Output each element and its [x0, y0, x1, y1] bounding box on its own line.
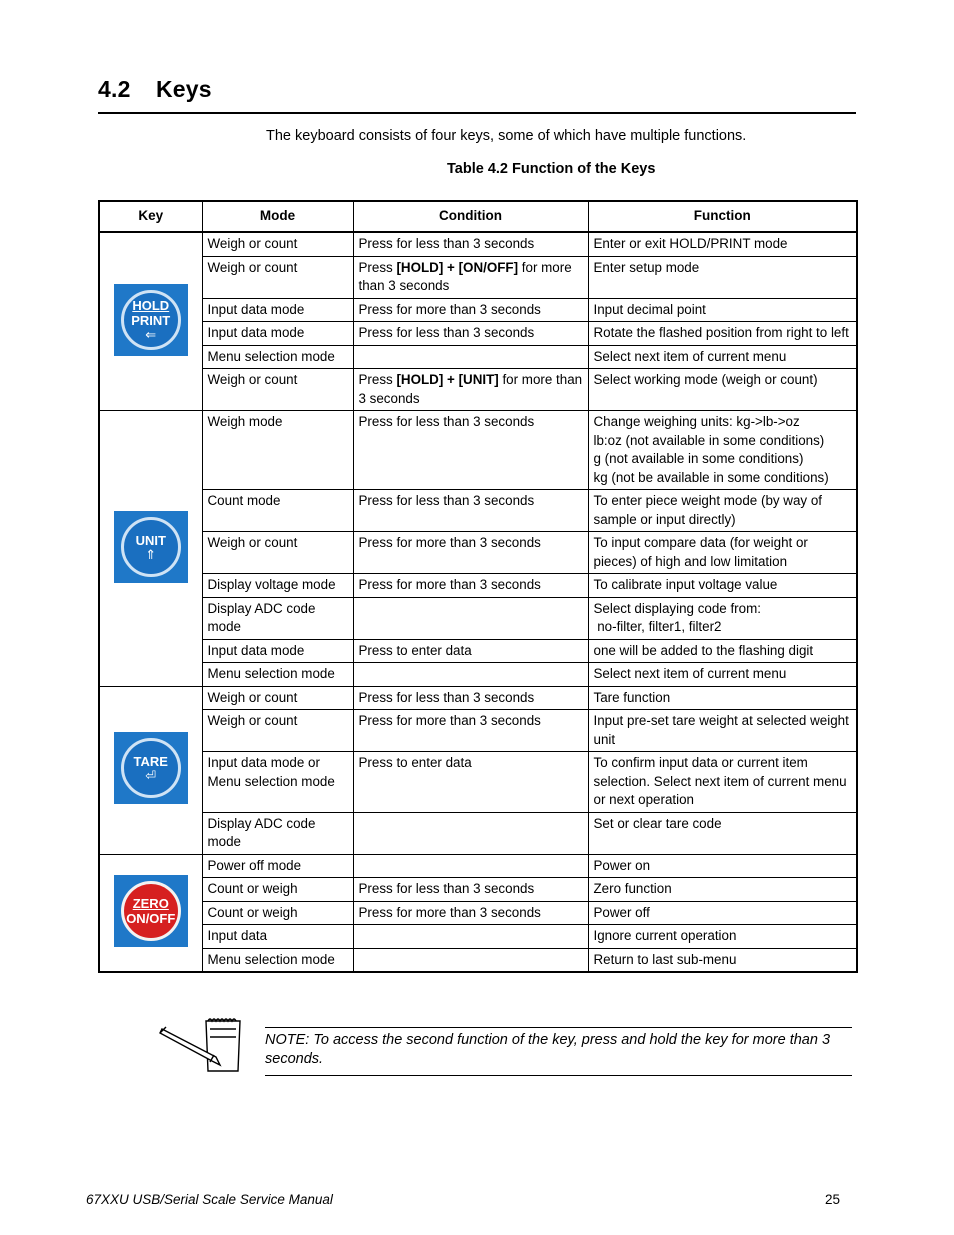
- condition-cell: Press for less than 3 seconds: [353, 322, 588, 346]
- condition-cell: Press for more than 3 seconds: [353, 298, 588, 322]
- table-row: [99, 345, 857, 369]
- table-row: [99, 597, 857, 639]
- zero-onoff-key-icon: [114, 875, 188, 947]
- function-cell: Enter or exit HOLD/PRINT mode: [588, 232, 857, 256]
- function-line: g (not available in some conditions): [593, 451, 804, 466]
- mode-cell: Weigh or count: [202, 232, 353, 256]
- mode-cell: Input data mode or Menu selection mode: [202, 752, 353, 813]
- section-title: Keys: [156, 76, 212, 102]
- condition-cell: Press to enter data: [353, 752, 588, 813]
- header-mode: Mode: [202, 201, 353, 232]
- function-cell: [588, 411, 857, 490]
- keys-table: [98, 200, 858, 973]
- function-cell: Enter setup mode: [588, 256, 857, 298]
- mode-cell: Display ADC code mode: [202, 597, 353, 639]
- function-cell: Input decimal point: [588, 298, 857, 322]
- condition-cell: Press for more than 3 seconds: [353, 532, 588, 574]
- condition-cell: [353, 854, 588, 878]
- condition-cell: Press for less than 3 seconds: [353, 232, 588, 256]
- note-text: NOTE: To access the second function of the key, press and hold the key for more than 3 seconds.: [265, 1032, 831, 1067]
- condition-cell: [353, 948, 588, 972]
- mode-cell: Weigh or count: [202, 369, 353, 411]
- table-row: [99, 232, 857, 256]
- function-cell: Select next item of current menu: [588, 345, 857, 369]
- mode-cell: Menu selection mode: [202, 345, 353, 369]
- condition-cell: Press for more than 3 seconds: [353, 901, 588, 925]
- condition-text: Press: [358, 259, 397, 275]
- function-cell: one will be added to the flashing digit: [588, 639, 857, 663]
- function-line: Change weighing units: kg->lb->oz: [593, 414, 800, 429]
- intro-paragraph: The keyboard consists of four keys, some of which have multiple functions.: [266, 128, 747, 144]
- table-row: [99, 854, 857, 878]
- mode-cell: Display voltage mode: [202, 574, 353, 598]
- condition-cell: Press for more than 3 seconds: [353, 710, 588, 752]
- function-line: lb:oz (not available in some conditions): [593, 432, 825, 448]
- mode-cell: Display ADC code mode: [202, 812, 353, 854]
- table-row: [99, 574, 857, 598]
- key-button-face: [121, 290, 181, 350]
- footer-page-number: 25: [825, 1192, 841, 1207]
- function-cell: Ignore current operation: [588, 925, 857, 949]
- function-cell: Power off: [588, 901, 857, 925]
- key-cell: [99, 411, 202, 687]
- condition-cell: [353, 369, 588, 411]
- condition-cell: Press for less than 3 seconds: [353, 878, 588, 902]
- condition-text: for more than 3 seconds: [358, 372, 583, 406]
- unit-key-icon: [114, 511, 188, 583]
- function-cell: Select working mode (weigh or count): [588, 369, 857, 411]
- function-cell: To calibrate input voltage value: [588, 574, 857, 598]
- function-cell: [588, 597, 857, 639]
- function-cell: Return to last sub-menu: [588, 948, 857, 972]
- hold-print-key-icon: [114, 284, 188, 356]
- mode-cell: Input data mode: [202, 322, 353, 346]
- key-arrow-icon: ⇐: [145, 327, 157, 343]
- table-row: [99, 878, 857, 902]
- mode-cell: Weigh or count: [202, 686, 353, 710]
- tare-key-icon: [114, 732, 188, 804]
- key-button-face: [121, 517, 181, 577]
- mode-cell: Weigh or count: [202, 710, 353, 752]
- section-heading: [98, 76, 212, 103]
- condition-cell: [353, 256, 588, 298]
- condition-cell: Press to enter data: [353, 639, 588, 663]
- key-label: ON/OFF: [126, 911, 176, 926]
- mode-cell: Input data mode: [202, 298, 353, 322]
- condition-cell: Press for more than 3 seconds: [353, 574, 588, 598]
- table-row: [99, 752, 857, 813]
- header-condition: Condition: [353, 201, 588, 232]
- condition-cell: [353, 663, 588, 687]
- table-row: [99, 686, 857, 710]
- key-label: PRINT: [131, 313, 171, 329]
- mode-cell: Weigh or count: [202, 256, 353, 298]
- mode-cell: Count mode: [202, 490, 353, 532]
- section-number: 4.2: [98, 76, 131, 102]
- table-row: [99, 298, 857, 322]
- function-cell: Power on: [588, 854, 857, 878]
- function-cell: Set or clear tare code: [588, 812, 857, 854]
- mode-cell: Input data: [202, 925, 353, 949]
- table-row: [99, 256, 857, 298]
- condition-cell: [353, 812, 588, 854]
- table-header-row: [99, 201, 857, 232]
- function-cell: To confirm input data or current item selection. Select next item of current menu or next operation: [588, 752, 857, 813]
- table-row: [99, 948, 857, 972]
- table-row: [99, 710, 857, 752]
- mode-cell: Power off mode: [202, 854, 353, 878]
- key-cell: [99, 686, 202, 854]
- note-rule-bottom: [265, 1075, 852, 1076]
- function-line: Select displaying code from:: [593, 600, 761, 616]
- key-button-face: [121, 881, 181, 941]
- function-line: kg (not be available in some conditions): [593, 469, 829, 485]
- function-cell: Tare function: [588, 686, 857, 710]
- function-cell: Rotate the flashed position from right to left: [588, 322, 857, 346]
- table-row: [99, 663, 857, 687]
- key-label: HOLD: [132, 298, 170, 314]
- key-label: ZERO: [132, 896, 169, 911]
- function-cell: To input compare data (for weight or pieces) of high and low limitation: [588, 532, 857, 574]
- mode-cell: Input data mode: [202, 639, 353, 663]
- key-cell: [99, 854, 202, 972]
- table-row: [99, 925, 857, 949]
- header-key: Key: [99, 201, 202, 232]
- footer-manual-title: 67XXU USB/Serial Scale Service Manual: [86, 1192, 333, 1207]
- condition-text: for more than 3 seconds: [358, 259, 572, 293]
- function-cell: Select next item of current menu: [588, 663, 857, 687]
- condition-cell: Press for less than 3 seconds: [353, 490, 588, 532]
- condition-cell: [353, 597, 588, 639]
- key-arrow-icon: ⏎: [145, 768, 157, 784]
- keys-table-body: [99, 232, 857, 972]
- condition-cell: [353, 925, 588, 949]
- mode-cell: Count or weigh: [202, 878, 353, 902]
- key-combo: [HOLD] + [ON/OFF]: [396, 259, 519, 275]
- table-caption: Table 4.2 Function of the Keys: [447, 161, 656, 177]
- condition-text: Press: [358, 372, 397, 387]
- table-row: [99, 369, 857, 411]
- function-cell: Zero function: [588, 878, 857, 902]
- table-row: [99, 322, 857, 346]
- function-cell: To enter piece weight mode (by way of sample or input directly): [588, 490, 857, 532]
- mode-cell: Weigh mode: [202, 411, 353, 490]
- header-function: Function: [588, 201, 857, 232]
- mode-cell: Weigh or count: [202, 532, 353, 574]
- key-cell: [99, 232, 202, 411]
- mode-cell: Count or weigh: [202, 901, 353, 925]
- note-pencil-icon: [158, 1017, 244, 1075]
- function-cell: Input pre-set tare weight at selected weight unit: [588, 710, 857, 752]
- heading-rule: [98, 112, 856, 114]
- table-row: [99, 639, 857, 663]
- condition-cell: [353, 345, 588, 369]
- table-row: [99, 812, 857, 854]
- key-arrow-icon: ⇑: [145, 546, 157, 562]
- table-row: [99, 490, 857, 532]
- key-combo: [HOLD] + [UNIT]: [396, 372, 499, 387]
- key-label: UNIT: [135, 532, 166, 548]
- condition-cell: Press for less than 3 seconds: [353, 686, 588, 710]
- function-line: no-filter, filter1, filter2: [593, 619, 722, 634]
- table-row: [99, 411, 857, 490]
- key-button-face: [121, 738, 181, 798]
- key-label: TARE: [133, 754, 168, 770]
- mode-cell: Menu selection mode: [202, 663, 353, 687]
- condition-cell: Press for less than 3 seconds: [353, 411, 588, 490]
- note-rule-top: [265, 1027, 852, 1028]
- table-row: [99, 901, 857, 925]
- table-row: [99, 532, 857, 574]
- mode-cell: Menu selection mode: [202, 948, 353, 972]
